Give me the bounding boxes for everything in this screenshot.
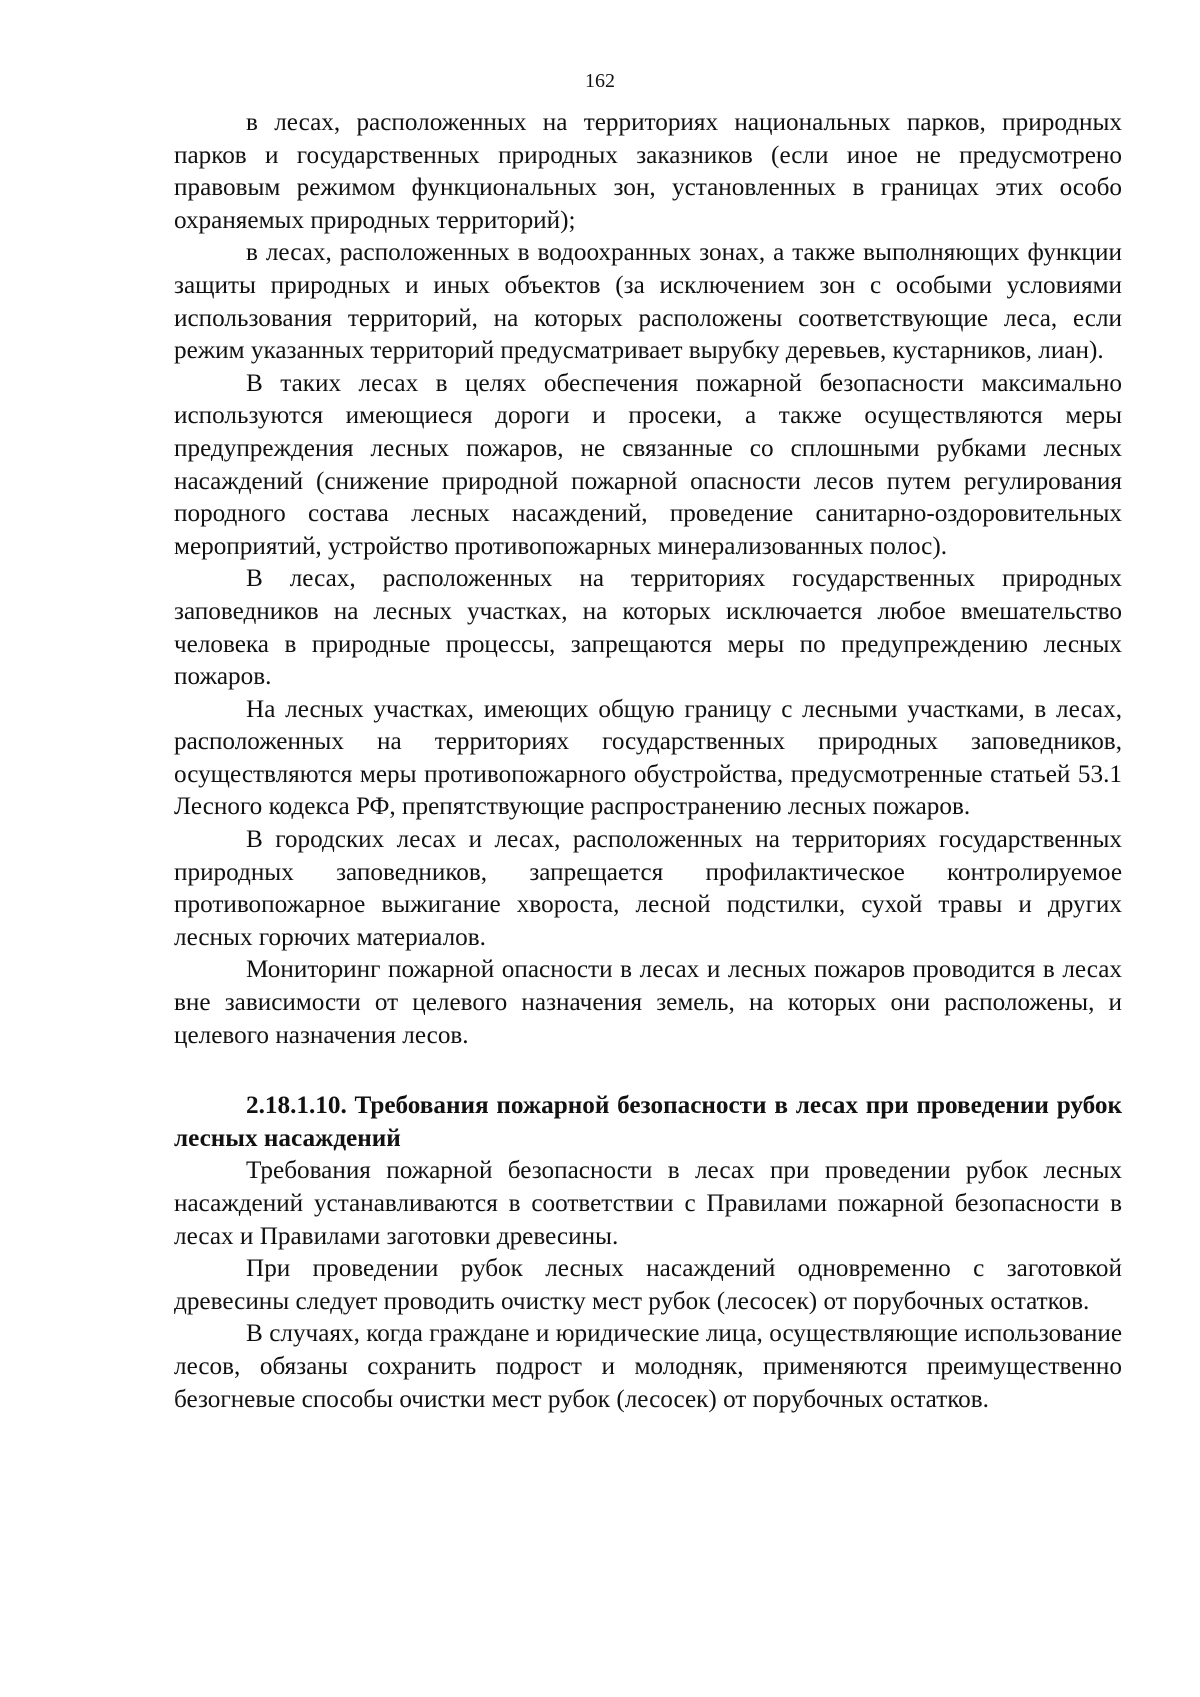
section-heading: 2.18.1.10. Требования пожарной безопасности в лесах при проведении рубок лесных насаждений	[174, 1092, 1122, 1152]
paragraph: Требования пожарной безопасности в лесах при проведении рубок лесных насаждений устанавливаются в соответствии с Правилами пожарной безопасности в лесах и Правилами заготовки древесины.	[174, 1157, 1122, 1250]
paragraph: В городских лесах и лесах, расположенных на территориях государственных природных заповедников, запрещается профилактическое контролируемое противопожарное выжигание хвороста, лесной подстилки, сухой травы и других лесных горючих материалов.	[174, 826, 1122, 951]
paragraph: в лесах, расположенных в водоохранных зонах, а также выполняющих функции защиты природных и иных объектов (за исключением зон с особыми условиями использования территорий, на которых расположены соответствующие леса, если режим указанных территорий предусматривает вырубку деревьев, кустарников, лиан).	[174, 239, 1122, 365]
page-number: 162	[585, 70, 615, 92]
paragraph: При проведении рубок лесных насаждений одновременно с заготовкой древесины следует проводить очистку мест рубок (лесосек) от порубочных остатков.	[174, 1255, 1122, 1315]
page-body	[174, 107, 1122, 1416]
paragraph: В таких лесах в целях обеспечения пожарной безопасности максимально используются имеющиеся дороги и просеки, а также осуществляются меры предупреждения лесных пожаров, не связанные со сплошными рубками лесных насаждений (снижение природной пожарной опасности лесов путем регулирования породного состава лесных насаждений, проведение санитарно-оздоровительных мероприятий, устройство противопожарных минерализованных полос).	[174, 369, 1122, 560]
paragraph: Мониторинг пожарной опасности в лесах и лесных пожаров проводится в лесах вне зависимости от целевого назначения земель, на которых они расположены, и целевого назначения лесов.	[174, 956, 1122, 1049]
paragraph: На лесных участках, имеющих общую границу с лесными участками, в лесах, расположенных на территориях государственных природных заповедников, осуществляются меры противопожарного обустройства, предусмотренные статьей 53.1 Лесного кодекса РФ, препятствующие распространению лесных пожаров.	[174, 695, 1122, 821]
paragraph: В лесах, расположенных на территориях государственных природных заповедников на лесных участках, на которых исключается любое вмешательство человека в природные процессы, запрещаются меры по предупреждению лесных пожаров.	[174, 565, 1122, 691]
paragraph: в лесах, расположенных на территориях национальных парков, природных парков и государственных природных заказников (если иное не предусмотрено правовым режимом функциональных зон, установленных в границах этих особо охраняемых природных территорий);	[174, 109, 1122, 234]
paragraph: В случаях, когда граждане и юридические лица, осуществляющие использование лесов, обязаны сохранить подрост и молодняк, применяются преимущественно безогневые способы очистки мест рубок (лесосек) от порубочных остатков.	[174, 1320, 1122, 1413]
